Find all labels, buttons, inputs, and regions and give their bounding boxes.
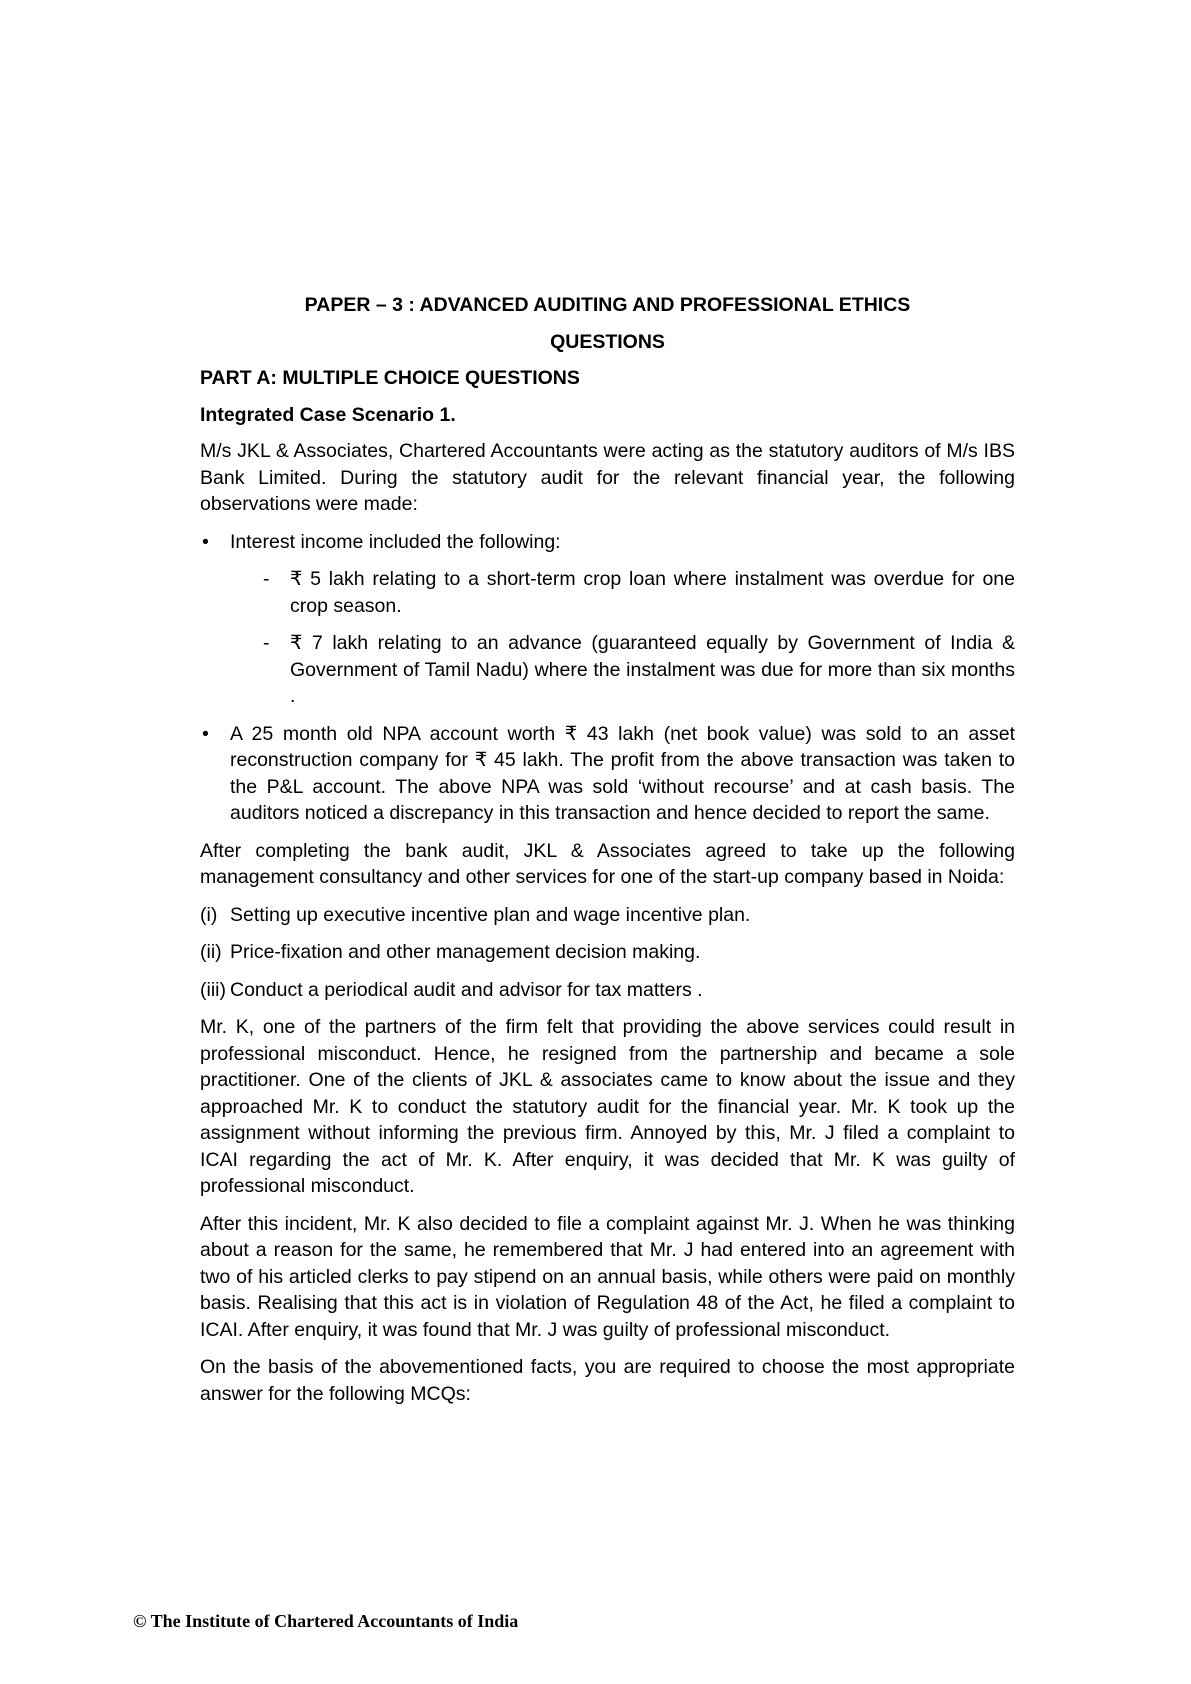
part-a-heading: PART A: MULTIPLE CHOICE QUESTIONS — [200, 367, 580, 389]
page-content — [200, 292, 1015, 1418]
conclusion-paragraph: On the basis of the abovementioned facts, you are required to choose the most appropriate answer for the following MCQs: — [200, 1356, 1015, 1405]
after-incident-paragraph: After this incident, Mr. K also decided to file a complaint against Mr. J. When he was thinking about a reason for the same, he remembered that Mr. J had entered into an agreement with two of his articled clerks to pay stipend on an annual basis, while others were paid on monthly basis. Realising that this act is in violation of Regulation 48 of the Act, he filed a complaint to ICAI. After enquiry, it was found that Mr. J was guilty of professional misconduct. — [200, 1212, 1015, 1341]
mr-k-paragraph: Mr. K, one of the partners of the firm felt that providing the above services could result in professional misconduct. Hence, he resigned from the partnership and became a sole practitioner. One of the clients of JKL & associates came to know about the issue and they approached Mr. K to conduct the statutory audit for the financial year. Mr. K took up the assignment without informing the previous firm. Annoyed by this, Mr. J filed a complaint to ICAI regarding the act of Mr. K. After enquiry, it was decided that Mr. K was guilty of professional misconduct. — [200, 1016, 1015, 1197]
sub-item-text: ₹ 5 lakh relating to a short-term crop loan where instalment was overdue for one crop season. — [290, 568, 1015, 617]
service-item-3 — [200, 977, 1015, 1004]
bullet-item-npa-account — [200, 721, 1015, 827]
sub-item-crop-loan — [230, 566, 1015, 619]
scenario-heading: Integrated Case Scenario 1. — [200, 403, 456, 426]
intro-paragraph: M/s JKL & Associates, Chartered Accountants were acting as the statutory auditors of M/s IBS Bank Limited. During the statutory audit for the relevant financial year, the following observations were made: — [200, 440, 1015, 515]
after-bank-audit-paragraph: After completing the bank audit, JKL & Associates agreed to take up the following management consultancy and other services for one of the start-up company based in Noida: — [200, 839, 1015, 888]
service-item-text: Setting up executive incentive plan and wage incentive plan. — [230, 903, 751, 926]
sub-item-text: ₹ 7 lakh relating to an advance (guaranteed equally by Government of India & Government of Tamil Nadu) where the instalment was due for more than six months . — [290, 632, 1015, 707]
service-item-text: Conduct a periodical audit and advisor for tax matters . — [230, 978, 703, 1001]
questions-heading: QUESTIONS — [550, 330, 665, 353]
service-item-2 — [200, 939, 1015, 966]
bullet-item-interest-income — [200, 529, 1015, 710]
service-item-1 — [200, 902, 1015, 929]
roman-marker-i: (i) — [200, 903, 218, 926]
bullet-marker: • — [202, 530, 209, 553]
paper-title: PAPER – 3 : ADVANCED AUDITING AND PROFESSIONAL ETHICS — [304, 294, 911, 316]
bullet-text: A 25 month old NPA account worth ₹ 43 lakh (net book value) was sold to an asset reconstruction company for ₹ 45 lakh. The profit from the above transaction was taken to the P&L account. The above NPA was sold ‘without recourse’ and at cash basis. The auditors noticed a discrepancy in this transaction and hence decided to report the same. — [230, 722, 1015, 824]
bullet-text: Interest income included the following: — [230, 530, 561, 553]
roman-marker-ii: (ii) — [200, 941, 222, 963]
roman-marker-iii: (iii) — [200, 978, 226, 1001]
copyright-footer: © The Institute of Chartered Accountants of India — [133, 1611, 519, 1631]
service-item-text: Price-fixation and other management decision making. — [230, 941, 701, 963]
dash-marker: - — [263, 568, 270, 590]
sub-item-advance — [230, 630, 1015, 710]
bullet-marker: • — [202, 722, 209, 745]
dash-marker: - — [263, 632, 270, 654]
